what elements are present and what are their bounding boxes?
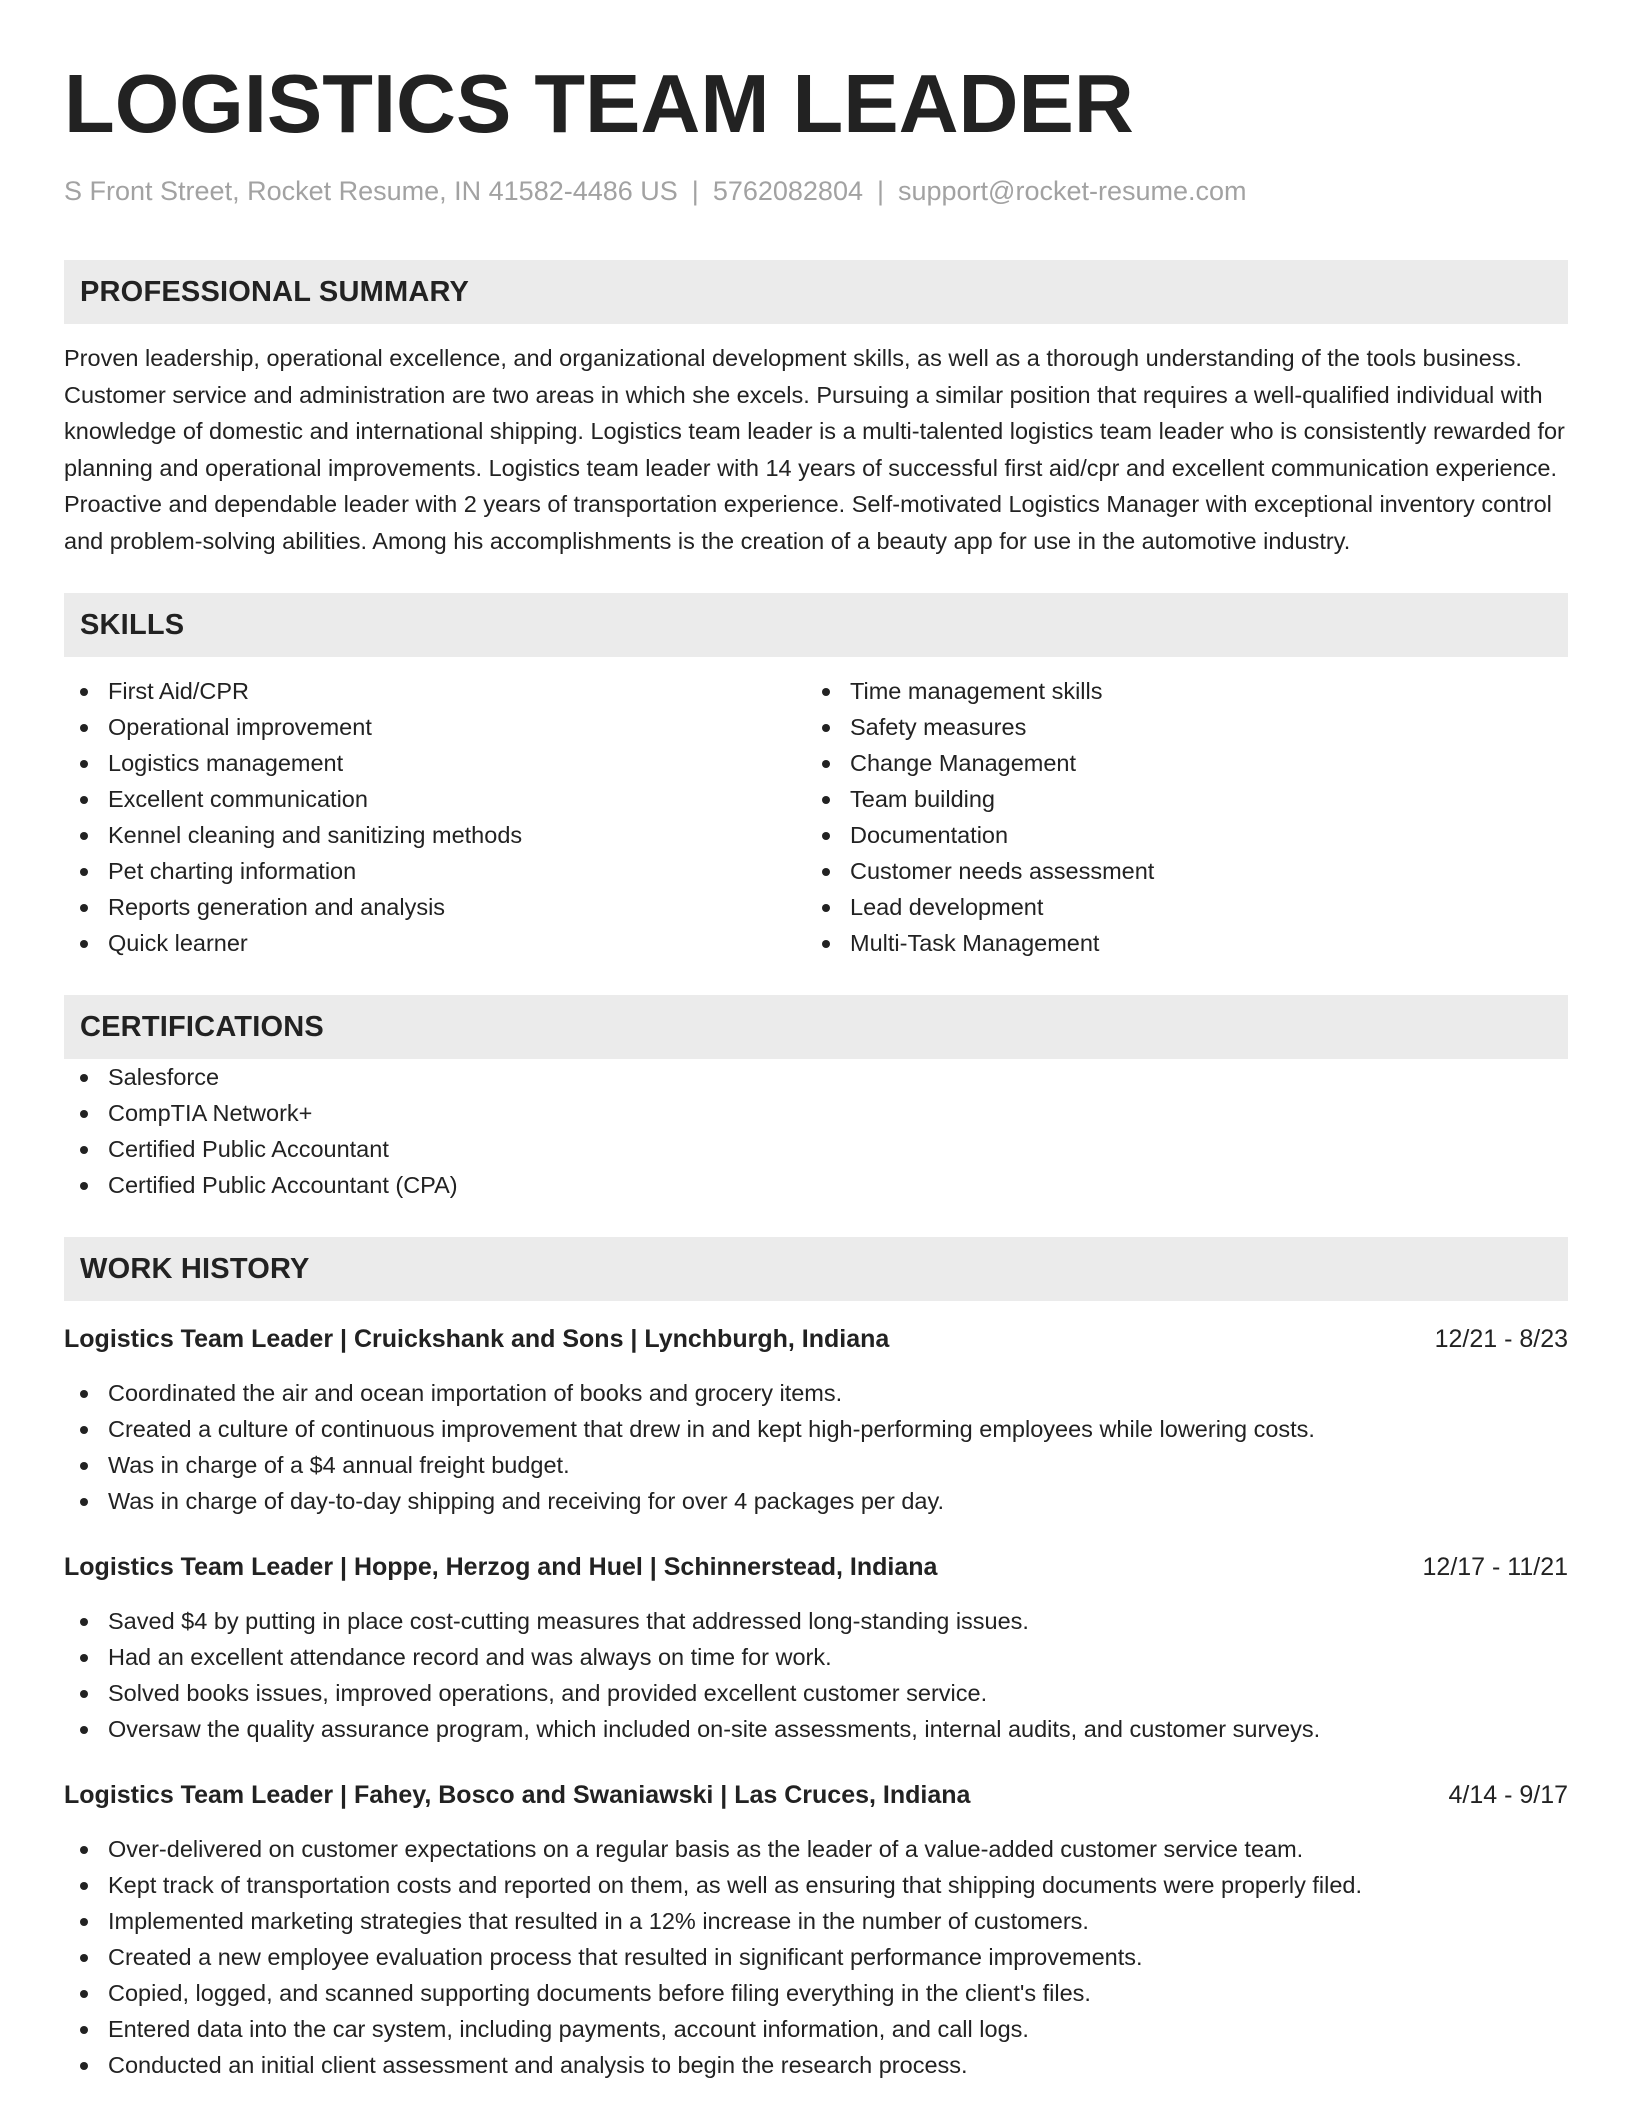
job-title: Logistics Team Leader | Fahey, Bosco and Swaniawski | Las Cruces, Indiana bbox=[64, 1781, 971, 1809]
skills-list-left bbox=[64, 673, 806, 961]
job-duty: Kept track of transportation costs and reported on them, as well as ensuring that shipping documents were properly filed. bbox=[64, 1867, 1568, 1903]
phone: 5762082804 bbox=[712, 176, 863, 206]
email: support@rocket-resume.com bbox=[898, 176, 1247, 206]
job-header bbox=[64, 1779, 1568, 1811]
skill-item: Excellent communication bbox=[64, 781, 806, 817]
skill-item: Multi-Task Management bbox=[806, 925, 1548, 961]
skill-item: Documentation bbox=[806, 817, 1548, 853]
job-duties-list bbox=[64, 1603, 1568, 1747]
skill-item: Kennel cleaning and sanitizing methods bbox=[64, 817, 806, 853]
job-header bbox=[64, 1323, 1568, 1355]
contact-line bbox=[64, 174, 1568, 208]
job-duty: Created a new employee evaluation process that resulted in significant performance improvements. bbox=[64, 1939, 1568, 1975]
job-duties-list bbox=[64, 1831, 1568, 2083]
job-duty: Coordinated the air and ocean importation of books and grocery items. bbox=[64, 1375, 1568, 1411]
skill-item: Change Management bbox=[806, 745, 1548, 781]
job-duty: Copied, logged, and scanned supporting documents before filing everything in the client's files. bbox=[64, 1975, 1568, 2011]
job-entry bbox=[64, 1779, 1568, 2083]
skills-column-right bbox=[806, 673, 1548, 961]
certification-item: Certified Public Accountant bbox=[64, 1131, 1568, 1167]
section-header-work-history: WORK HISTORY bbox=[64, 1237, 1568, 1301]
job-entry bbox=[64, 1323, 1568, 1519]
job-duty: Solved books issues, improved operations, and provided excellent customer service. bbox=[64, 1675, 1568, 1711]
skill-item: Time management skills bbox=[806, 673, 1548, 709]
skill-item: Pet charting information bbox=[64, 853, 806, 889]
job-duty: Was in charge of day-to-day shipping and receiving for over 4 packages per day. bbox=[64, 1483, 1568, 1519]
address: S Front Street, Rocket Resume, IN 41582-4486 US bbox=[64, 176, 678, 206]
skill-item: Safety measures bbox=[806, 709, 1548, 745]
summary-text: Proven leadership, operational excellence, and organizational development skills, as well as a thorough understanding of the tools business. Customer service and administration are two areas in which she excels. Pursuing a similar position that requires a well-qualified individual with knowledge of domestic and international shipping. Logistics team leader is a multi-talented logistics team leader who is consistently rewarded for planning and operational improvements. Logistics team leader with 14 years of successful first aid/cpr and excellent communication experience. Proactive and dependable leader with 2 years of transportation experience. Self-motivated Logistics Manager with exceptional inventory control and problem-solving abilities. Among his accomplishments is the creation of a beauty app for use in the automotive industry. bbox=[64, 345, 1565, 554]
job-dates: 12/17 - 11/21 bbox=[1422, 1553, 1568, 1581]
skills-grid bbox=[64, 673, 1568, 961]
skill-item: First Aid/CPR bbox=[64, 673, 806, 709]
section-header-summary: PROFESSIONAL SUMMARY bbox=[64, 260, 1568, 324]
skill-item: Operational improvement bbox=[64, 709, 806, 745]
resume-title: LOGISTICS TEAM LEADER bbox=[64, 57, 1134, 150]
resume-page bbox=[64, 0, 1568, 2083]
job-duty: Was in charge of a $4 annual freight budget. bbox=[64, 1447, 1568, 1483]
section-header-certifications: CERTIFICATIONS bbox=[64, 995, 1568, 1059]
skills-column-left bbox=[64, 673, 806, 961]
skill-item: Team building bbox=[806, 781, 1548, 817]
certifications-list bbox=[64, 1059, 1568, 1203]
job-entry bbox=[64, 1551, 1568, 1747]
skill-item: Lead development bbox=[806, 889, 1548, 925]
job-duties-list bbox=[64, 1375, 1568, 1519]
job-title: Logistics Team Leader | Hoppe, Herzog and Huel | Schinnerstead, Indiana bbox=[64, 1553, 938, 1581]
certification-item: CompTIA Network+ bbox=[64, 1095, 1568, 1131]
job-duty: Entered data into the car system, including payments, account information, and call logs. bbox=[64, 2011, 1568, 2047]
contact-separator: | bbox=[691, 176, 699, 206]
job-dates: 12/21 - 8/23 bbox=[1434, 1325, 1568, 1353]
job-dates: 4/14 - 9/17 bbox=[1448, 1781, 1568, 1809]
job-duty: Created a culture of continuous improvement that drew in and kept high-performing employees while lowering costs. bbox=[64, 1411, 1568, 1447]
job-duty: Had an excellent attendance record and was always on time for work. bbox=[64, 1639, 1568, 1675]
job-header bbox=[64, 1551, 1568, 1583]
skills-list-right bbox=[806, 673, 1548, 961]
job-duty: Oversaw the quality assurance program, which included on-site assessments, internal audits, and customer surveys. bbox=[64, 1711, 1568, 1747]
contact-separator: | bbox=[876, 176, 884, 206]
skill-item: Customer needs assessment bbox=[806, 853, 1548, 889]
section-header-skills: SKILLS bbox=[64, 593, 1568, 657]
skill-item: Quick learner bbox=[64, 925, 806, 961]
skill-item: Reports generation and analysis bbox=[64, 889, 806, 925]
job-duty: Implemented marketing strategies that resulted in a 12% increase in the number of customers. bbox=[64, 1903, 1568, 1939]
job-duty: Over-delivered on customer expectations on a regular basis as the leader of a value-added customer service team. bbox=[64, 1831, 1568, 1867]
job-title: Logistics Team Leader | Cruickshank and Sons | Lynchburgh, Indiana bbox=[64, 1325, 890, 1353]
certification-item: Salesforce bbox=[64, 1059, 1568, 1095]
job-duty: Saved $4 by putting in place cost-cutting measures that addressed long-standing issues. bbox=[64, 1603, 1568, 1639]
job-duty: Conducted an initial client assessment and analysis to begin the research process. bbox=[64, 2047, 1568, 2083]
certification-item: Certified Public Accountant (CPA) bbox=[64, 1167, 1568, 1203]
skill-item: Logistics management bbox=[64, 745, 806, 781]
